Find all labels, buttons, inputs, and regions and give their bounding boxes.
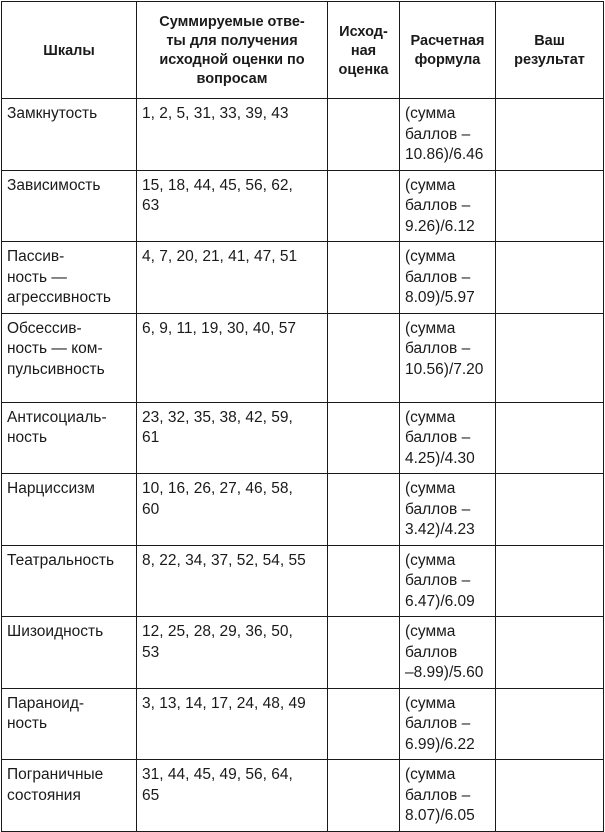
result-cell[interactable] bbox=[496, 474, 604, 546]
scale-name: Пассив- ность — агрессивность bbox=[2, 242, 137, 314]
answer-numbers: 8, 22, 34, 37, 52, 54, 55 bbox=[137, 545, 328, 617]
result-cell[interactable] bbox=[496, 242, 604, 314]
result-cell[interactable] bbox=[496, 545, 604, 617]
raw-score-cell[interactable] bbox=[328, 760, 400, 832]
formula: (сумма баллов – 4.25)/4.30 bbox=[400, 402, 496, 474]
answer-numbers: 31, 44, 45, 49, 56, 64, 65 bbox=[137, 760, 328, 832]
result-cell[interactable] bbox=[496, 170, 604, 242]
raw-score-cell[interactable] bbox=[328, 474, 400, 546]
result-cell[interactable] bbox=[496, 402, 604, 474]
scale-name: Замкнутость bbox=[2, 99, 137, 171]
raw-score-cell[interactable] bbox=[328, 242, 400, 314]
answer-numbers: 1, 2, 5, 31, 33, 39, 43 bbox=[137, 99, 328, 171]
header-row bbox=[2, 2, 604, 99]
table-row bbox=[2, 617, 604, 689]
table-row bbox=[2, 242, 604, 314]
scale-name: Шизоидность bbox=[2, 617, 137, 689]
table-row bbox=[2, 545, 604, 617]
formula: (сумма баллов – 8.09)/5.97 bbox=[400, 242, 496, 314]
scale-name: Параноид- ность bbox=[2, 688, 137, 760]
raw-score-cell[interactable] bbox=[328, 688, 400, 760]
scale-name: Обсессив- ность — ком- пульсивность bbox=[2, 313, 137, 402]
header-scales: Шкалы bbox=[2, 2, 137, 99]
formula: (сумма баллов – 9.26)/6.12 bbox=[400, 170, 496, 242]
formula: (сумма баллов – 3.42)/4.23 bbox=[400, 474, 496, 546]
table-row bbox=[2, 760, 604, 832]
raw-score-cell[interactable] bbox=[328, 402, 400, 474]
scale-name: Антисоциаль- ность bbox=[2, 402, 137, 474]
table-row bbox=[2, 313, 604, 402]
result-cell[interactable] bbox=[496, 760, 604, 832]
header-raw-score: Исход- ная оценка bbox=[328, 2, 400, 99]
scale-name: Зависимость bbox=[2, 170, 137, 242]
result-cell[interactable] bbox=[496, 313, 604, 402]
formula: (сумма баллов –8.99)/5.60 bbox=[400, 617, 496, 689]
result-cell[interactable] bbox=[496, 99, 604, 171]
answer-numbers: 6, 9, 11, 19, 30, 40, 57 bbox=[137, 313, 328, 402]
scales-table bbox=[1, 1, 604, 832]
table-row bbox=[2, 474, 604, 546]
formula: (сумма баллов – 6.47)/6.09 bbox=[400, 545, 496, 617]
scale-name: Театральность bbox=[2, 545, 137, 617]
answer-numbers: 23, 32, 35, 38, 42, 59, 61 bbox=[137, 402, 328, 474]
table-row bbox=[2, 170, 604, 242]
scale-name: Нарциссизм bbox=[2, 474, 137, 546]
header-formula: Расчетная формула bbox=[400, 2, 496, 99]
formula: (сумма баллов – 6.99)/6.22 bbox=[400, 688, 496, 760]
formula: (сумма баллов – 10.86)/6.46 bbox=[400, 99, 496, 171]
raw-score-cell[interactable] bbox=[328, 99, 400, 171]
table-row bbox=[2, 402, 604, 474]
table-row bbox=[2, 688, 604, 760]
answer-numbers: 3, 13, 14, 17, 24, 48, 49 bbox=[137, 688, 328, 760]
raw-score-cell[interactable] bbox=[328, 545, 400, 617]
formula: (сумма баллов – 8.07)/6.05 bbox=[400, 760, 496, 832]
result-cell[interactable] bbox=[496, 617, 604, 689]
table-row bbox=[2, 99, 604, 171]
answer-numbers: 12, 25, 28, 29, 36, 50, 53 bbox=[137, 617, 328, 689]
answer-numbers: 4, 7, 20, 21, 41, 47, 51 bbox=[137, 242, 328, 314]
header-answers: Суммируемые отве- ты для получения исходной оценки по вопросам bbox=[137, 2, 328, 99]
scale-name: Пограничные состояния bbox=[2, 760, 137, 832]
raw-score-cell[interactable] bbox=[328, 313, 400, 402]
raw-score-cell[interactable] bbox=[328, 170, 400, 242]
answer-numbers: 15, 18, 44, 45, 56, 62, 63 bbox=[137, 170, 328, 242]
formula: (сумма баллов – 10.56)/7.20 bbox=[400, 313, 496, 402]
raw-score-cell[interactable] bbox=[328, 617, 400, 689]
header-result: Ваш результат bbox=[496, 2, 604, 99]
result-cell[interactable] bbox=[496, 688, 604, 760]
answer-numbers: 10, 16, 26, 27, 46, 58, 60 bbox=[137, 474, 328, 546]
